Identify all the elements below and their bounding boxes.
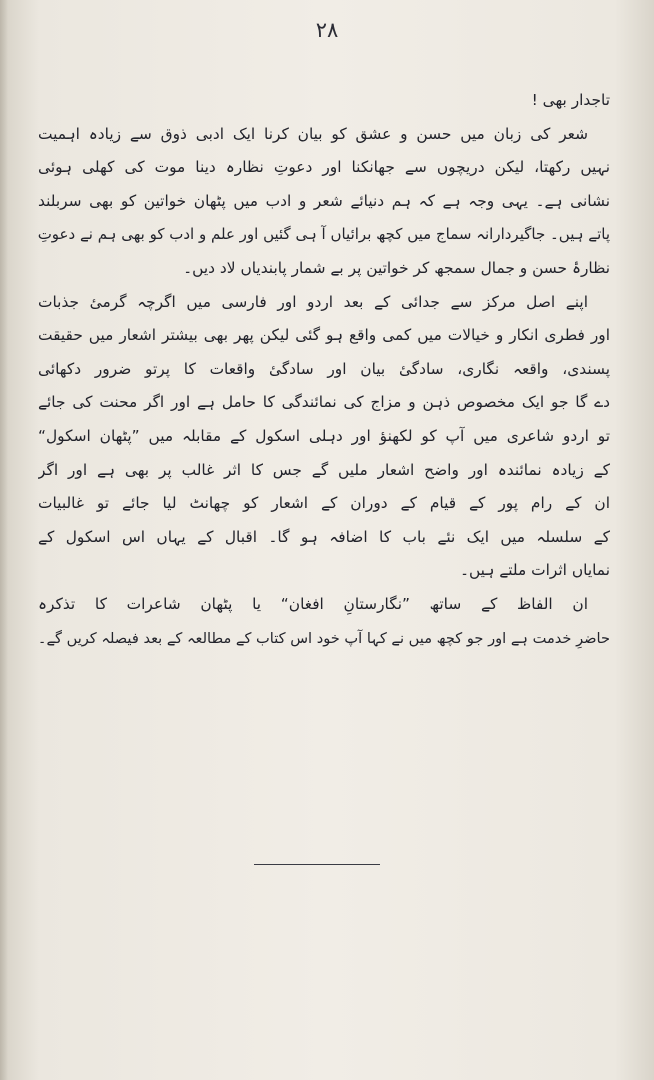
text-line: شعر کی زبان میں حسن و عشق کو بیان کرنا ایک ادبی ذوق سے زیادہ اہمیت: [38, 124, 588, 143]
text-line: اپنے اصل مرکز سے جدائی کے بعد اردو اور فارسی میں اگرچہ گرمیٔ جذبات: [38, 292, 588, 311]
text-line: نشانی ہے۔ یہی وجہ ہے کہ ہم دنیائے شعر و ادب میں پٹھان خواتین کو بھی سربلند: [38, 191, 610, 210]
text-line: حاضرِ خدمت ہے اور جو کچھ میں نے کہا آپ خود اس کتاب کے مطالعہ کے بعد فیصلہ کریں گے۔: [38, 629, 610, 647]
text-line: نمایاں اثرات ملتے ہیں۔: [459, 561, 610, 580]
text-line: نظارۂ حسن و جمال سمجھ کر خواتین پر بے شمار پابندیاں لاد دیں۔: [183, 258, 610, 277]
text-line: تو اردو شاعری میں آپ کو لکھنؤ اور دہلی اسکول کے مقابلہ میں ”پٹھان اسکول“: [38, 426, 610, 445]
text-line: اور فطری انکار و خیالات میں کمی واقع ہو گئی لیکن پھر بھی بیشتر اشعار میں حقیقت: [38, 326, 610, 345]
text-line: پسندی، واقعہ نگاری، سادگیٔ بیان اور سادگیٔ واقعات کا پرتو ضرور دکھائی: [38, 359, 610, 378]
text-line: پاتے ہیں۔ جاگیردارانہ سماج میں کچھ برائیاں آ ہی گئیں اور علم و ادب کو بھی ہم نے دعوتِ: [38, 225, 610, 244]
text-line: ان الفاظ کے ساتھ ”نگارستانِ افغان“ یا پٹھان شاعرات کا تذکرہ: [38, 594, 588, 613]
page-number: ۲۸: [315, 18, 339, 42]
text-line: کے زیادہ نمائندہ اور واضح اشعار ملیں گے جس کا اثر غالب پر بھی ہے اور اگر: [38, 460, 610, 479]
text-line: نہیں رکھتا، لیکن دریچوں سے جھانکنا اور دعوتِ نظارہ دینا موت کی کھلی ہوئی: [38, 158, 610, 177]
page-body-text: [38, 84, 610, 655]
text-line: ان کے رام پور کے قیام کے دوران کے اشعار کو چھانٹ لیا جائے تو غالبیات: [38, 494, 610, 513]
text-line: کے سلسلہ میں ایک نئے باب کا اضافہ ہو گا۔ اقبال کے یہاں اس اسکول کے: [38, 527, 610, 546]
section-end-rule: [254, 864, 380, 865]
text-line: دے گا جو ایک مخصوص ذہن و مزاج کی نمائندگی کا حامل ہے اور اگر محنت کی جائے: [38, 393, 610, 412]
text-line: تاجدار بھی !: [531, 91, 610, 109]
